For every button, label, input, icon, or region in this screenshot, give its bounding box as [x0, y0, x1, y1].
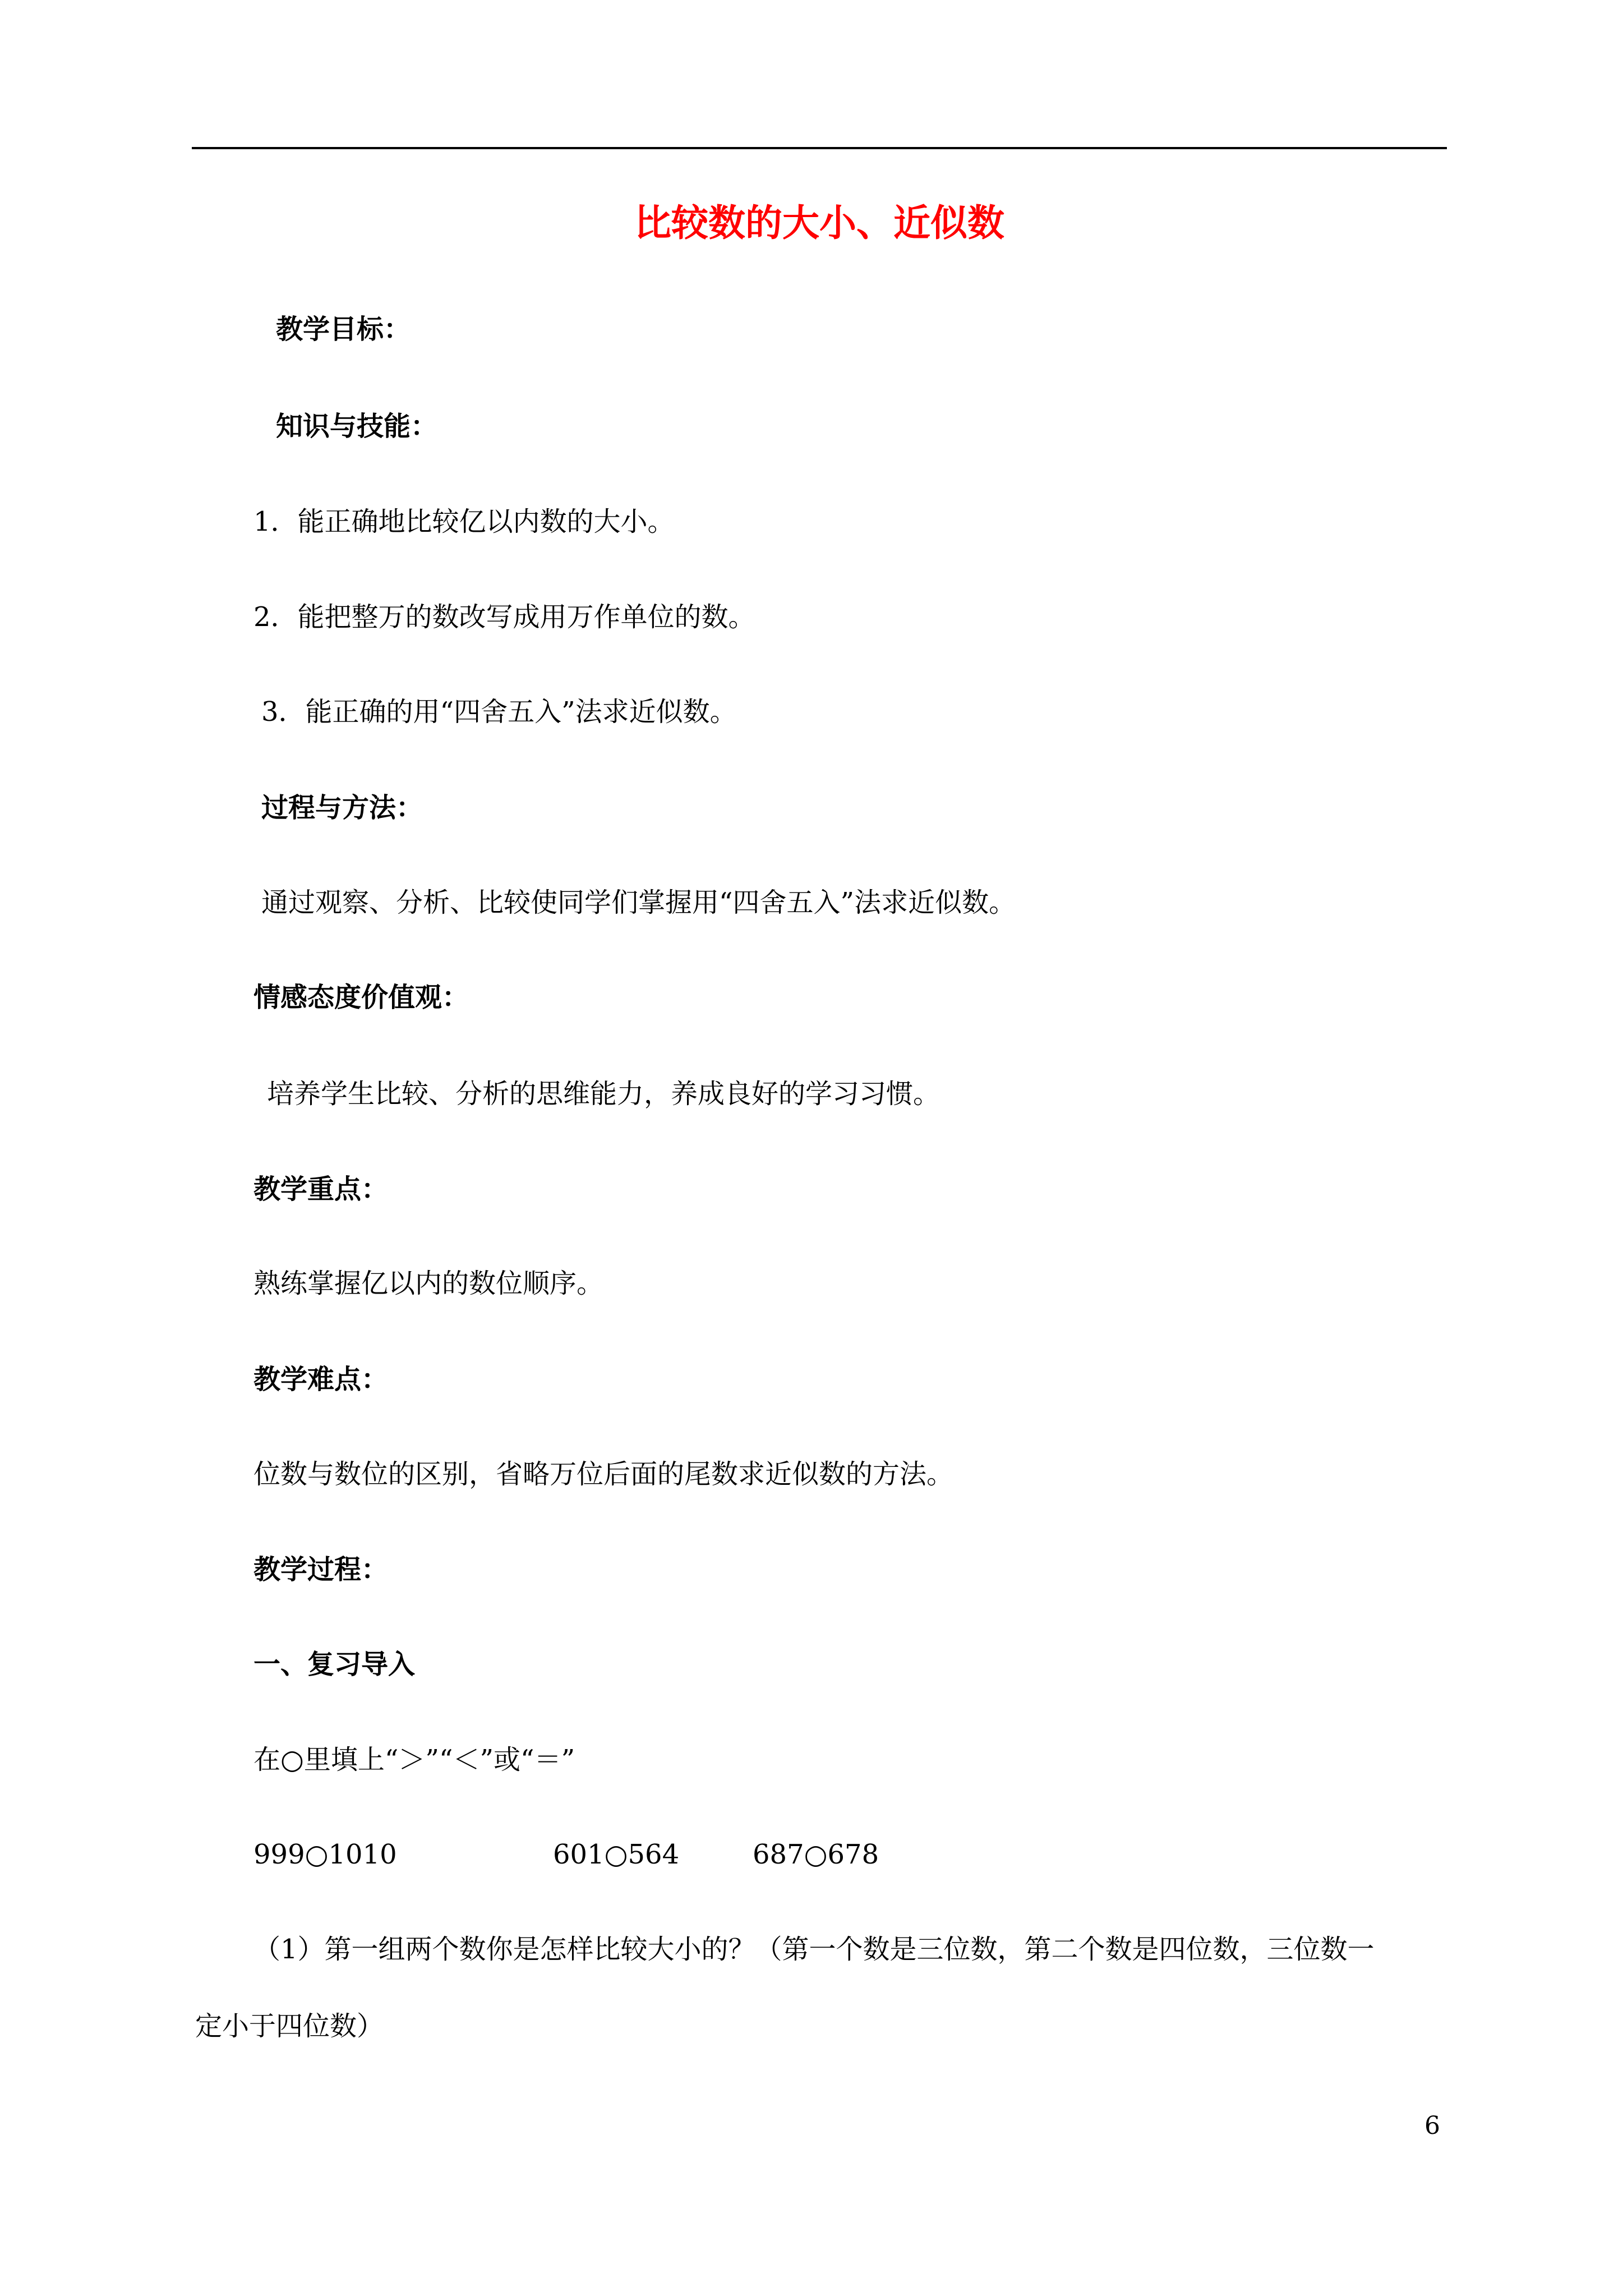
exercise-1: 999○1010: [253, 1839, 397, 1870]
emotion-text: 培养学生比较、分析的思维能力，养成良好的学习习惯。: [267, 1078, 940, 1110]
header-rule: [192, 147, 1447, 149]
teaching-goals-heading: 教学目标：: [276, 314, 411, 345]
difficulty-text: 位数与数位的区别，省略万位后面的尾数求近似数的方法。: [253, 1458, 954, 1490]
question-1-line-1: （1）第一组两个数你是怎样比较大小的？（第一个数是三位数，第二个数是四位数，三位数一: [253, 1934, 1375, 1965]
goal-item-3: 3．能正确的用“四舍五入”法求近似数。: [261, 696, 737, 728]
question-1-line-2: 定小于四位数）: [195, 2010, 384, 2042]
process-method-text: 通过观察、分析、比较使同学们掌握用“四舍五入”法求近似数。: [261, 887, 1016, 918]
emotion-heading: 情感态度价值观：: [253, 982, 469, 1013]
page-number: 6: [1424, 2111, 1440, 2140]
fill-instruction: 在○里填上“＞”“＜”或“＝”: [253, 1744, 575, 1775]
document-title: 比较数的大小、近似数: [634, 201, 1004, 245]
key-point-heading: 教学重点：: [253, 1174, 389, 1205]
exercise-3: 687○678: [753, 1839, 879, 1870]
goal-item-2: 2．能把整万的数改写成用万作单位的数。: [253, 601, 755, 633]
goal-item-1: 1．能正确地比较亿以内数的大小。: [253, 506, 675, 537]
process-method-heading: 过程与方法：: [261, 792, 423, 823]
difficulty-heading: 教学难点：: [253, 1364, 389, 1395]
review-heading: 一、复习导入: [253, 1649, 416, 1680]
process-heading: 教学过程：: [253, 1554, 389, 1585]
key-point-text: 熟练掌握亿以内的数位顺序。: [253, 1268, 604, 1299]
exercise-2: 601○564: [553, 1839, 680, 1870]
knowledge-skills-heading: 知识与技能：: [276, 411, 438, 442]
